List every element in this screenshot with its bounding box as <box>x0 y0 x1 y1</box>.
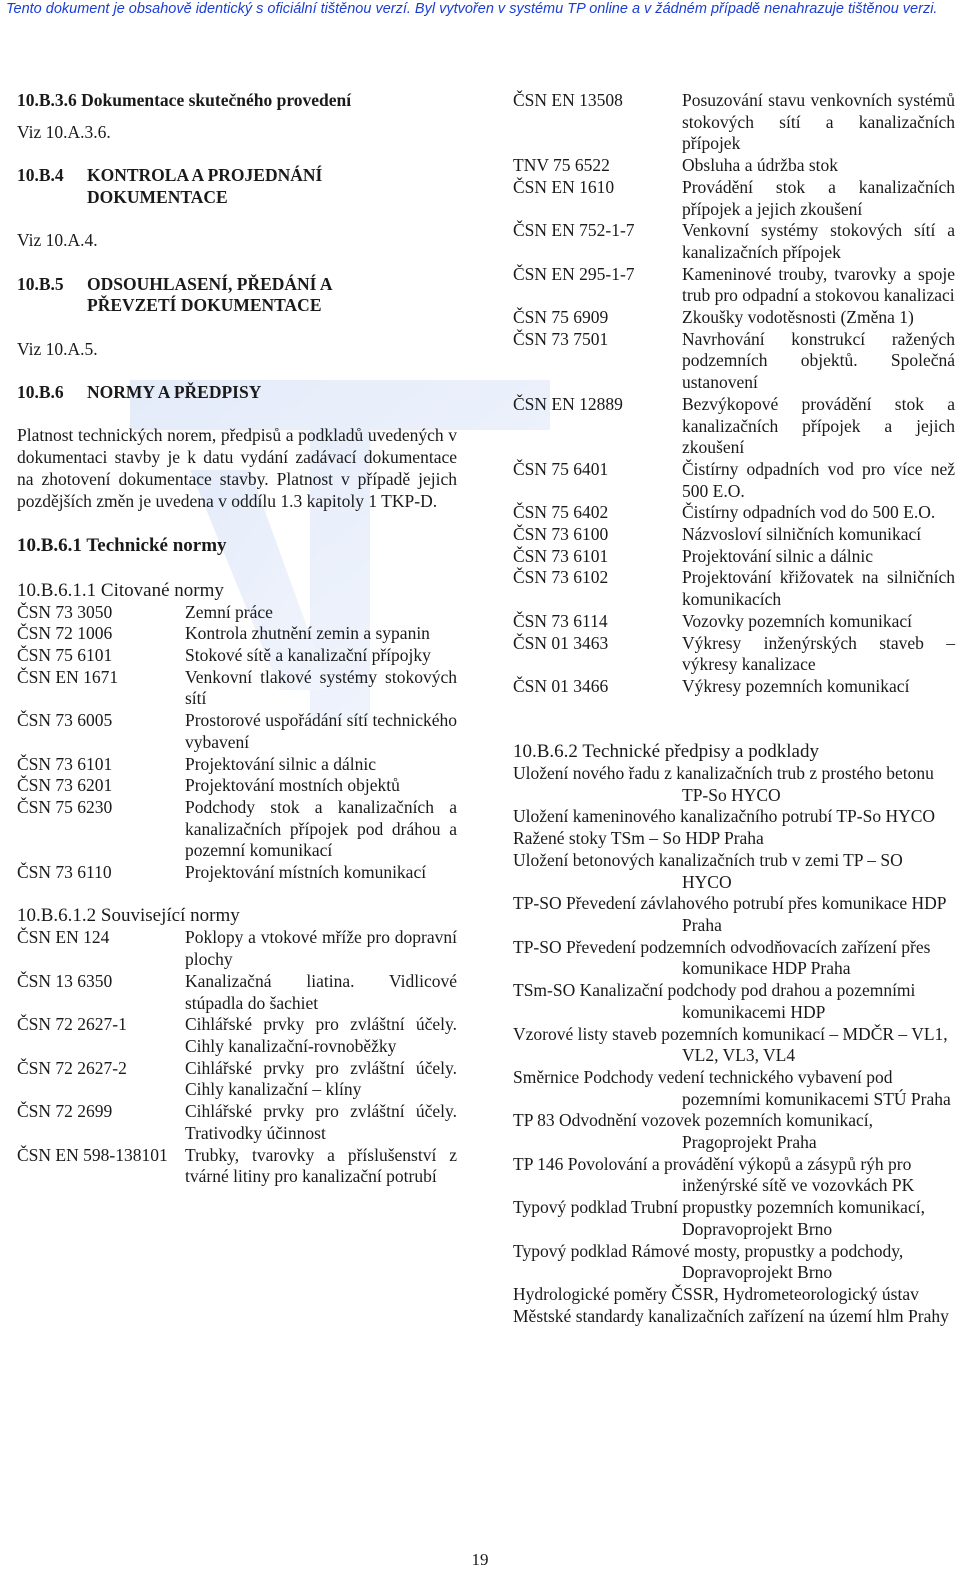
norm-description: Prostorové uspořádání sítí technického vybavení <box>185 710 457 752</box>
regulation-item: Vzorové listy staveb pozemních komunikací – MDČR – VL1, VL2, VL3, VL4 <box>513 1023 948 1066</box>
regulation-item: TP 83 Odvodnění vozovek pozemních komunikací, Pragoprojekt Praha <box>513 1110 873 1153</box>
norm-code: ČSN 73 6101 <box>17 753 113 774</box>
regulation-item: TP-SO Převedení závlahového potrubí přes komunikace HDP Praha <box>513 893 946 935</box>
norm-description: Projektování silnic a dálnic <box>185 753 376 774</box>
norm-code: TNV 75 6522 <box>513 155 610 176</box>
norm-row <box>17 971 457 1014</box>
norm-code: ČSN 72 2627-2 <box>17 1057 127 1078</box>
norm-row <box>513 90 955 155</box>
norm-row <box>513 524 955 546</box>
norm-description: Posuzování stavu venkovních systémů stokových sítí a kanalizačních přípojek <box>682 90 955 154</box>
section-10b612-title: 10.B.6.1.2 Související normy <box>17 905 240 927</box>
norm-description: Výkresy pozemních komunikací <box>682 675 910 696</box>
section-10b61-title: 10.B.6.1 Technické normy <box>17 534 227 556</box>
cited-norms-list <box>17 602 457 884</box>
norm-row <box>17 645 457 667</box>
norm-code: ČSN 01 3466 <box>513 675 609 696</box>
regulation-item: Městské standardy kanalizačních zařízení na území hlm Prahy <box>513 1305 949 1326</box>
norm-description: Cihlářské prvky pro zvláštní účely. Trativodky účinnost <box>185 1101 457 1143</box>
norm-code: ČSN 73 6102 <box>513 567 609 588</box>
norm-code: ČSN EN 295-1-7 <box>513 263 635 284</box>
section-title: ODSOUHLASENÍ, PŘEDÁNÍ A PŘEVZETÍ DOKUMENTACE <box>87 273 332 316</box>
regulation-item: Ražené stoky TSm – So HDP Praha <box>513 828 764 849</box>
regulation-item: Uložení kameninového kanalizačního potrubí TP-So HYCO <box>513 806 936 827</box>
norm-row <box>17 1058 457 1101</box>
norm-description: Názvosloví silničních komunikací <box>682 524 922 545</box>
regulation-item: TP 146 Povolování a provádění výkopů a zásypů rýh pro inženýrské sítě ve vozovkách PK <box>513 1153 915 1196</box>
section-10b6-paragraph: Platnost technických norem, předpisů a podkladů uvedených v dokumentaci stavby je k datu vydání zadávací dokumentace na zhotovení dokumentace stavby. Platnost v případě jejich pozdějších změn je uvedena v oddílu 1.3 kapitoly 1 TKP-D. <box>17 425 457 511</box>
section-10b36-reference: Viz 10.A.3.6. <box>17 121 111 142</box>
section-10b36-title: 10.B.3.6 Dokumentace skutečného provedení <box>17 90 352 110</box>
norm-description: Kameninové trouby, tvarovky a spoje trub pro odpadní a stokovou kanalizaci <box>682 263 955 306</box>
section-10b611-title: 10.B.6.1.1 Citované normy <box>17 579 224 601</box>
section-number: 10.B.4 <box>17 165 64 186</box>
norm-row <box>513 546 955 568</box>
norm-code: ČSN 13 6350 <box>17 970 113 991</box>
norm-description: Stokové sítě a kanalizační přípojky <box>185 645 431 666</box>
norm-description: Vozovky pozemních komunikací <box>682 610 913 631</box>
norm-code: ČSN 75 6101 <box>17 645 113 666</box>
norm-row <box>17 797 457 862</box>
norm-description: Výkresy inženýrských staveb – výkresy kanalizace <box>682 632 955 675</box>
norm-code: ČSN EN 12889 <box>513 393 623 414</box>
norm-code: ČSN 75 6402 <box>513 502 609 523</box>
norm-row <box>17 602 457 624</box>
norm-description: Provádění stok a kanalizačních přípojek a jejich zkoušení <box>682 176 955 219</box>
norm-row <box>17 1101 457 1144</box>
norm-row <box>513 567 955 610</box>
norm-code: ČSN 72 1006 <box>17 623 113 644</box>
norm-code: ČSN 73 6201 <box>17 775 113 796</box>
norm-description: Kanalizačná liatina. Vidlicové stúpadla do šachiet <box>185 970 457 1013</box>
norm-code: ČSN EN 598-138101 <box>17 1144 168 1165</box>
section-number: 10.B.5 <box>17 273 64 294</box>
section-title: KONTROLA A PROJEDNÁNÍ DOKUMENTACE <box>87 165 323 207</box>
norm-description: Projektování silnic a dálnic <box>682 545 873 566</box>
norm-row <box>513 676 955 698</box>
section-10b5-heading <box>17 274 457 317</box>
norm-row <box>17 862 457 884</box>
norm-row <box>513 329 955 394</box>
regulation-item: TP-SO Převedení podzemních odvodňovacích zařízení přes komunikace HDP Praha <box>513 936 931 979</box>
norm-row <box>513 177 955 220</box>
norm-code: ČSN EN 1671 <box>17 666 119 687</box>
norm-code: ČSN EN 13508 <box>513 90 623 110</box>
norm-code: ČSN 73 6005 <box>17 710 113 731</box>
right-column <box>513 90 955 1327</box>
norm-row <box>17 1145 457 1188</box>
disclaimer-banner: Tento dokument je obsahově identický s oficiální tištěnou verzí. Byl vytvořen v systému TP online a v žádném případě nenahrazuje tištěnou verzi. <box>6 1 938 17</box>
norm-description: Podchody stok a kanalizačních a kanalizačních přípojek pod dráhou a pozemní komunikací <box>185 796 457 861</box>
norm-description: Venkovní systémy stokových sítí a kanalizačních přípojek <box>682 220 955 262</box>
regulation-item: Směrnice Podchody vedení technického vybavení pod pozemními komunikacemi STÚ Praha <box>513 1066 951 1109</box>
norm-row <box>513 502 955 524</box>
norm-description: Cihlářské prvky pro zvláštní účely. Cihly kanalizační-rovnoběžky <box>185 1014 457 1056</box>
norm-row <box>17 710 457 753</box>
norm-description: Trubky, tvarovky a příslušenství z tvárné litiny pro kanalizační potrubí <box>185 1144 457 1187</box>
regulation-item: TSm-SO Kanalizační podchody pod drahou a pozemními komunikacemi HDP <box>513 980 916 1022</box>
norm-row <box>17 667 457 710</box>
norm-description: Kontrola zhutnění zemin a sypanin <box>185 623 430 644</box>
norm-description: Navrhování konstrukcí ražených podzemních objektů. Společná ustanovení <box>682 328 955 393</box>
section-10b5-reference: Viz 10.A.5. <box>17 338 98 359</box>
norm-row <box>513 307 955 329</box>
section-title: NORMY A PŘEDPISY <box>87 382 262 403</box>
norm-row <box>513 155 955 177</box>
norm-code: ČSN 73 6114 <box>513 610 608 631</box>
section-10b4-heading <box>17 165 457 208</box>
norm-row <box>17 623 457 645</box>
norm-row <box>17 927 457 970</box>
norm-code: ČSN 01 3463 <box>513 632 609 653</box>
norm-row <box>17 1014 457 1057</box>
norm-description: Projektování místních komunikací <box>185 862 427 883</box>
norm-code: ČSN 72 2699 <box>17 1101 113 1122</box>
norm-code: ČSN 75 6230 <box>17 796 113 817</box>
norm-row <box>17 754 457 776</box>
norm-description: Čistírny odpadních vod do 500 E.O. <box>682 502 936 523</box>
norm-row <box>513 611 955 633</box>
norm-row <box>17 775 457 797</box>
norm-row <box>513 633 955 676</box>
page-number: 19 <box>471 1550 489 1569</box>
norm-code: ČSN 73 3050 <box>17 601 113 622</box>
norm-code: ČSN EN 1610 <box>513 176 615 197</box>
norm-description: Venkovní tlakové systémy stokových sítí <box>185 666 457 709</box>
norm-code: ČSN 73 6101 <box>513 545 609 566</box>
norm-description: Zkoušky vodotěsnosti (Změna 1) <box>682 307 914 328</box>
norm-row <box>513 394 955 459</box>
norm-code: ČSN 72 2627-1 <box>17 1014 127 1035</box>
norm-description: Čistírny odpadních vod pro více než 500 E.O. <box>682 458 955 501</box>
regulation-item: Typový podklad Rámové mosty, propustky a podchody, Dopravoprojekt Brno <box>513 1240 904 1283</box>
norm-code: ČSN EN 124 <box>17 927 110 948</box>
section-10b6-heading <box>17 382 457 404</box>
norm-code: ČSN 75 6909 <box>513 307 609 328</box>
norm-code: ČSN 73 7501 <box>513 328 609 349</box>
norm-description: Obsluha a údržba stok <box>682 155 839 176</box>
norm-code: ČSN EN 752-1-7 <box>513 220 635 241</box>
norm-description: Projektování mostních objektů <box>185 775 400 796</box>
norm-description: Cihlářské prvky pro zvláštní účely. Cihly kanalizační – klíny <box>185 1057 457 1100</box>
norm-row <box>513 459 955 502</box>
norm-row <box>513 220 955 263</box>
section-10b4-reference: Viz 10.A.4. <box>17 230 98 251</box>
norm-description: Projektování křižovatek na silničních komunikacích <box>682 567 955 610</box>
norm-code: ČSN 75 6401 <box>513 458 609 479</box>
related-norms-list <box>17 927 457 1187</box>
regulation-item: Hydrologické poměry ČSSR, Hydrometeorologický ústav <box>513 1283 919 1304</box>
norm-description: Zemní práce <box>185 601 273 622</box>
norm-row <box>513 264 955 307</box>
left-column <box>17 90 457 1188</box>
section-10b62-title: 10.B.6.2 Technické předpisy a podklady <box>513 741 819 763</box>
related-norms-list-continued <box>513 90 955 698</box>
regulation-item: Typový podklad Trubní propustky pozemních komunikací, Dopravoprojekt Brno <box>513 1197 925 1239</box>
norm-description: Bezvýkopové provádění stok a kanalizačních přípojek a jejich zkoušení <box>682 393 955 458</box>
regulation-item: Uložení nového řadu z kanalizačních trub z prostého betonu TP-So HYCO <box>513 763 934 805</box>
technical-regulations-list <box>513 763 955 1327</box>
section-number: 10.B.6 <box>17 382 64 403</box>
regulation-item: Uložení betonových kanalizačních trub v zemi TP – SO HYCO <box>513 849 903 892</box>
norm-code: ČSN 73 6110 <box>17 862 112 883</box>
norm-code: ČSN 73 6100 <box>513 524 609 545</box>
norm-description: Poklopy a vtokové mříže pro dopravní plochy <box>185 927 457 970</box>
